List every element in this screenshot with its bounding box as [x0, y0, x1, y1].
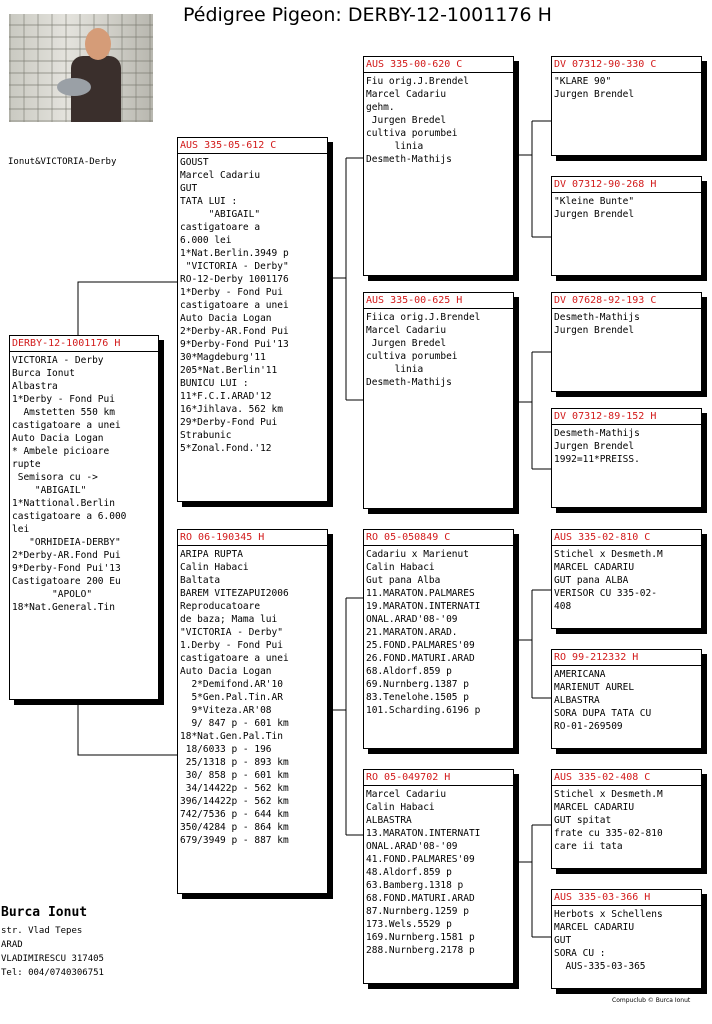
pigeon-info-line: frate cu 335-02-810 [554, 828, 663, 839]
pigeon-info-line: castigatoare a unei [180, 300, 289, 311]
pigeon-card-dss [551, 529, 702, 629]
pigeon-info-line: Fiu orig.J.Brendel [366, 76, 469, 87]
pigeon-info-line: Herbots x Schellens [554, 909, 663, 920]
pigeon-info-line: lei [12, 524, 30, 535]
pigeon-info-line: VICTORIA - Derby [12, 355, 104, 366]
ring-number: RO 05-049702 H [364, 772, 513, 786]
pigeon-info-line: 11*F.C.I.ARAD'12 [180, 391, 272, 402]
pigeon-info-line: 350/4284 p - 864 km [180, 822, 289, 833]
pigeon-info-line: Jurgen Brendel [554, 209, 635, 220]
pigeon-info-line: Strabunic [180, 430, 232, 441]
pigeon-info-line: 1992=11*PREISS. [554, 454, 640, 465]
pigeon-info-line: Cadariu x Marienut [366, 549, 469, 560]
pigeon-info-line: GOUST [180, 157, 209, 168]
pigeon-info-line: RO-01-269509 [554, 721, 623, 732]
pigeon-info-line: care ii tata [554, 841, 623, 852]
ring-number: AUS 335-00-625 H [364, 295, 513, 309]
pigeon-card-ssd [551, 176, 702, 276]
pigeon-info-line: 1*Nattional.Berlin [12, 498, 115, 509]
pigeon-info-line: gehm. [366, 102, 395, 113]
pigeon-info-line: 16*Jihlava. 562 km [180, 404, 283, 415]
pigeon-info-line: Albastra [12, 381, 58, 392]
pigeon-info-line: Jurgen Brendel [554, 325, 635, 336]
page-title: Pédigree Pigeon: DERBY-12-1001176 H [183, 4, 552, 26]
pigeon-info-line: BUNICU LUI : [180, 378, 249, 389]
pigeon-info-line: 9*Derby-Fond Pui'13 [12, 563, 121, 574]
pigeon-info-line: 68.FOND.MATURI.ARAD [366, 893, 475, 904]
pigeon-info-line: Stichel x Desmeth.M [554, 789, 663, 800]
pigeon-info-line: 63.Bamberg.1318 p [366, 880, 464, 891]
pigeon-info-line: MARCEL CADARIU [554, 802, 635, 813]
pigeon-info-line: Desmeth-Mathijs [554, 428, 640, 439]
ring-number: RO 05-050849 C [364, 532, 513, 546]
pigeon-info-line: Semisora cu -> [12, 472, 98, 483]
pigeon-info-line: "ORHIDEIA-DERBY" [12, 537, 121, 548]
pigeon-info-line: ALBASTRA [366, 815, 412, 826]
ring-number: RO 06-190345 H [178, 532, 327, 546]
pigeon-info-line: Baltata [180, 575, 221, 586]
pigeon-info-line: Gut pana Alba [366, 575, 441, 586]
footer-credit: Compuclub © Burca Ionut [612, 997, 691, 1004]
pigeon-info-line: Marcel Cadariu [180, 170, 261, 181]
pigeon-card-dsd [551, 649, 702, 749]
pigeon-info-line: 87.Nurnberg.1259 p [366, 906, 469, 917]
pigeon-info-line: ONAL.ARAD'08-'09 [366, 841, 458, 852]
pigeon-info-line: 26.FOND.MATURI.ARAD [366, 653, 475, 664]
pigeon-info-line: 5*Zonal.Fond.'12 [180, 443, 272, 454]
pigeon-info-line: Jurgen Bredel [366, 338, 447, 349]
pigeon-info-line: castigatoare a unei [12, 420, 121, 431]
owner-address-line: ARAD [1, 940, 23, 950]
pigeon-card-subject [9, 335, 159, 700]
pigeon-info-line: 30/ 858 p - 601 km [180, 770, 289, 781]
ring-number: DV 07312-90-268 H [552, 179, 701, 193]
pigeon-info-line: Fiica orig.J.Brendel [366, 312, 481, 323]
pigeon-info-line: "VICTORIA - Derby" [180, 627, 283, 638]
pigeon-info-line: ONAL.ARAD'08-'09 [366, 614, 458, 625]
pigeon-info-line: 205*Nat.Berlin'11 [180, 365, 278, 376]
pigeon-info-line: 48.Aldorf.859 p [366, 867, 452, 878]
pigeon-info-line: Auto Dacia Logan [180, 666, 272, 677]
pigeon-info-line: "ABIGAIL" [180, 209, 261, 220]
owner-phone: Tel: 004/0740306751 [1, 968, 104, 978]
pigeon-info-line: 396/14422p - 562 km [180, 796, 289, 807]
pigeon-info-line: 2*Derby-AR.Fond Pui [180, 326, 289, 337]
pigeon-info-line: 13.MARATON.INTERNATI [366, 828, 481, 839]
ring-number: AUS 335-05-612 C [178, 140, 327, 154]
pigeon-info-line: Marcel Cadariu [366, 325, 447, 336]
pigeon-info-line: 34/14422p - 562 km [180, 783, 289, 794]
pigeon-info-line: Castigatoare 200 Eu [12, 576, 121, 587]
pigeon-info-line: 9*Derby-Fond Pui'13 [180, 339, 289, 350]
pigeon-info-line: 2*Demifond.AR'10 [180, 679, 283, 690]
pigeon-info-line: GUT spitat [554, 815, 612, 826]
pigeon-info-line: 25.FOND.PALMARES'09 [366, 640, 475, 651]
ring-number: DERBY-12-1001176 H [10, 338, 158, 352]
pigeon-info-line: BAREM VITEZAPUI2006 [180, 588, 289, 599]
pigeon-card-sire-sire [363, 56, 514, 276]
pigeon-card-dam-dam [363, 769, 514, 984]
pigeon-info-line: 169.Nurnberg.1581 p [366, 932, 475, 943]
pigeon-card-ddd [551, 889, 702, 989]
pigeon-info-line: Calin Habaci [366, 802, 435, 813]
pigeon-info-line: RO-12-Derby 1001176 [180, 274, 289, 285]
pigeon-info-line: 2*Derby-AR.Fond Pui [12, 550, 121, 561]
pigeon-info-line: castigatoare a 6.000 [12, 511, 127, 522]
pigeon-info-line: de baza; Mama lui [180, 614, 278, 625]
pigeon-info-line: MARIENUT AUREL [554, 682, 635, 693]
pigeon-info-line: 30*Magdeburg'11 [180, 352, 266, 363]
pigeon-info-line: VERISOR CU 335-02- [554, 588, 657, 599]
pigeon-info-line: Jurgen Brendel [554, 89, 635, 100]
pigeon-info-line: 18/6033 p - 196 [180, 744, 272, 755]
pigeon-info-line: Amstetten 550 km [12, 407, 115, 418]
pigeon-card-dam-sire [363, 529, 514, 749]
pigeon-info-line: AMERICANA [554, 669, 606, 680]
pigeon-card-dam [177, 529, 328, 894]
pigeon-info-line: linia [366, 364, 424, 375]
pigeon-info-line: SORA DUPA TATA CU [554, 708, 652, 719]
pigeon-card-sire [177, 137, 328, 502]
pigeon-info-line: 288.Nurnberg.2178 p [366, 945, 475, 956]
pigeon-info-line: Marcel Cadariu [366, 89, 447, 100]
pigeon-info-line: cultiva porumbei [366, 128, 458, 139]
pigeon-info-line: "APOLO" [12, 589, 93, 600]
pigeon-card-sds [551, 292, 702, 392]
pigeon-info-line: GUT [554, 935, 572, 946]
ring-number: DV 07312-89-152 H [552, 411, 701, 425]
pigeon-info-line: 173.Wels.5529 p [366, 919, 452, 930]
ring-number: AUS 335-00-620 C [364, 59, 513, 73]
owner-name: Burca Ionut [1, 905, 88, 920]
pigeon-info-line: ALBASTRA [554, 695, 600, 706]
pigeon-info-line: Auto Dacia Logan [12, 433, 104, 444]
ring-number: AUS 335-03-366 H [552, 892, 701, 906]
pigeon-info-line: "Kleine Bunte" [554, 196, 635, 207]
pigeon-info-line: Jurgen Bredel [366, 115, 447, 126]
pigeon-info-line: 101.Scharding.6196 p [366, 705, 481, 716]
ring-number: DV 07628-92-193 C [552, 295, 701, 309]
pigeon-info-line: castigatoare a [180, 222, 261, 233]
pigeon-info-line: GUT pana ALBA [554, 575, 629, 586]
pigeon-info-line: MARCEL CADARIU [554, 562, 635, 573]
pigeon-info-line: 18*Nat.General.Tin [12, 602, 115, 613]
pigeon-info-line: "ABIGAIL" [12, 485, 87, 496]
pigeon-card-sdd [551, 408, 702, 508]
pigeon-info-line: cultiva porumbei [366, 351, 458, 362]
owner-address-line: VLADIMIRESCU 317405 [1, 954, 104, 964]
pigeon-info-line: 1.Derby - Fond Pui [180, 640, 283, 651]
pigeon-info-line: 11.MARATON.PALMARES [366, 588, 475, 599]
pigeon-info-line: 19.MARATON.INTERNATI [366, 601, 481, 612]
photo-caption: Ionut&VICTORIA-Derby [8, 157, 117, 167]
pigeon-info-line: castigatoare a unei [180, 653, 289, 664]
pigeon-info-line: rupte [12, 459, 41, 470]
pigeon-info-line: 9*Viteza.AR'08 [180, 705, 272, 716]
ring-number: AUS 335-02-408 C [552, 772, 701, 786]
pigeon-info-line: 1*Derby - Fond Pui [12, 394, 115, 405]
pigeon-info-line: 18*Nat.Gen.Pal.Tin [180, 731, 283, 742]
pigeon-info-line: Jurgen Brendel [554, 441, 635, 452]
ring-number: DV 07312-90-330 C [552, 59, 701, 73]
pigeon-info-line: 29*Derby-Fond Pui [180, 417, 278, 428]
pigeon-info-line: Calin Habaci [180, 562, 249, 573]
pigeon-info-line: 9/ 847 p - 601 km [180, 718, 289, 729]
pigeon-info-line: 1*Derby - Fond Pui [180, 287, 283, 298]
pigeon-info-line: linia [366, 141, 424, 152]
pigeon-info-line: Stichel x Desmeth.M [554, 549, 663, 560]
pigeon-info-line: "KLARE 90" [554, 76, 612, 87]
pigeon-info-line: 679/3949 p - 887 km [180, 835, 289, 846]
owner-address-line: str. Vlad Tepes [1, 926, 83, 936]
ring-number: AUS 335-02-810 C [552, 532, 701, 546]
pigeon-info-line: 83.Tenelohe.1505 p [366, 692, 469, 703]
pigeon-info-line: 41.FOND.PALMARES'09 [366, 854, 475, 865]
pigeon-info-line: 408 [554, 601, 572, 612]
pigeon-card-sss [551, 56, 702, 156]
pigeon-info-line: 69.Nurnberg.1387 p [366, 679, 469, 690]
pigeon-info-line: 68.Aldorf.859 p [366, 666, 452, 677]
pigeon-card-dds [551, 769, 702, 869]
pigeon-info-line: 21.MARATON.ARAD. [366, 627, 458, 638]
pigeon-info-line: MARCEL CADARIU [554, 922, 635, 933]
ring-number: RO 99-212332 H [552, 652, 701, 666]
pigeon-info-line: Auto Dacia Logan [180, 313, 272, 324]
pigeon-info-line: Desmeth-Mathijs [366, 377, 452, 388]
pigeon-info-line: AUS-335-03-365 [554, 961, 646, 972]
pigeon-info-line: 742/7536 p - 644 km [180, 809, 289, 820]
pigeon-card-sire-dam [363, 292, 514, 509]
pigeon-info-line: Marcel Cadariu [366, 789, 447, 800]
pigeon-info-line: Desmeth-Mathijs [554, 312, 640, 323]
pigeon-info-line: 25/1318 p - 893 km [180, 757, 289, 768]
pigeon-info-line: TATA LUI : [180, 196, 238, 207]
pigeon-info-line: 5*Gen.Pal.Tin.AR [180, 692, 283, 703]
pigeon-info-line: ARIPA RUPTA [180, 549, 243, 560]
pigeon-info-line: "VICTORIA - Derby" [180, 261, 289, 272]
pigeon-info-line: 1*Nat.Berlin.3949 p [180, 248, 289, 259]
pigeon-info-line: Calin Habaci [366, 562, 435, 573]
pigeon-info-line: Burca Ionut [12, 368, 75, 379]
pigeon-info-line: Desmeth-Mathijs [366, 154, 452, 165]
pigeon-info-line: GUT [180, 183, 198, 194]
pigeon-info-line: * Ambele picioare [12, 446, 110, 457]
pigeon-info-line: Reproducatoare [180, 601, 261, 612]
pigeon-info-line: 6.000 lei [180, 235, 232, 246]
pigeon-info-line: SORA CU : [554, 948, 606, 959]
